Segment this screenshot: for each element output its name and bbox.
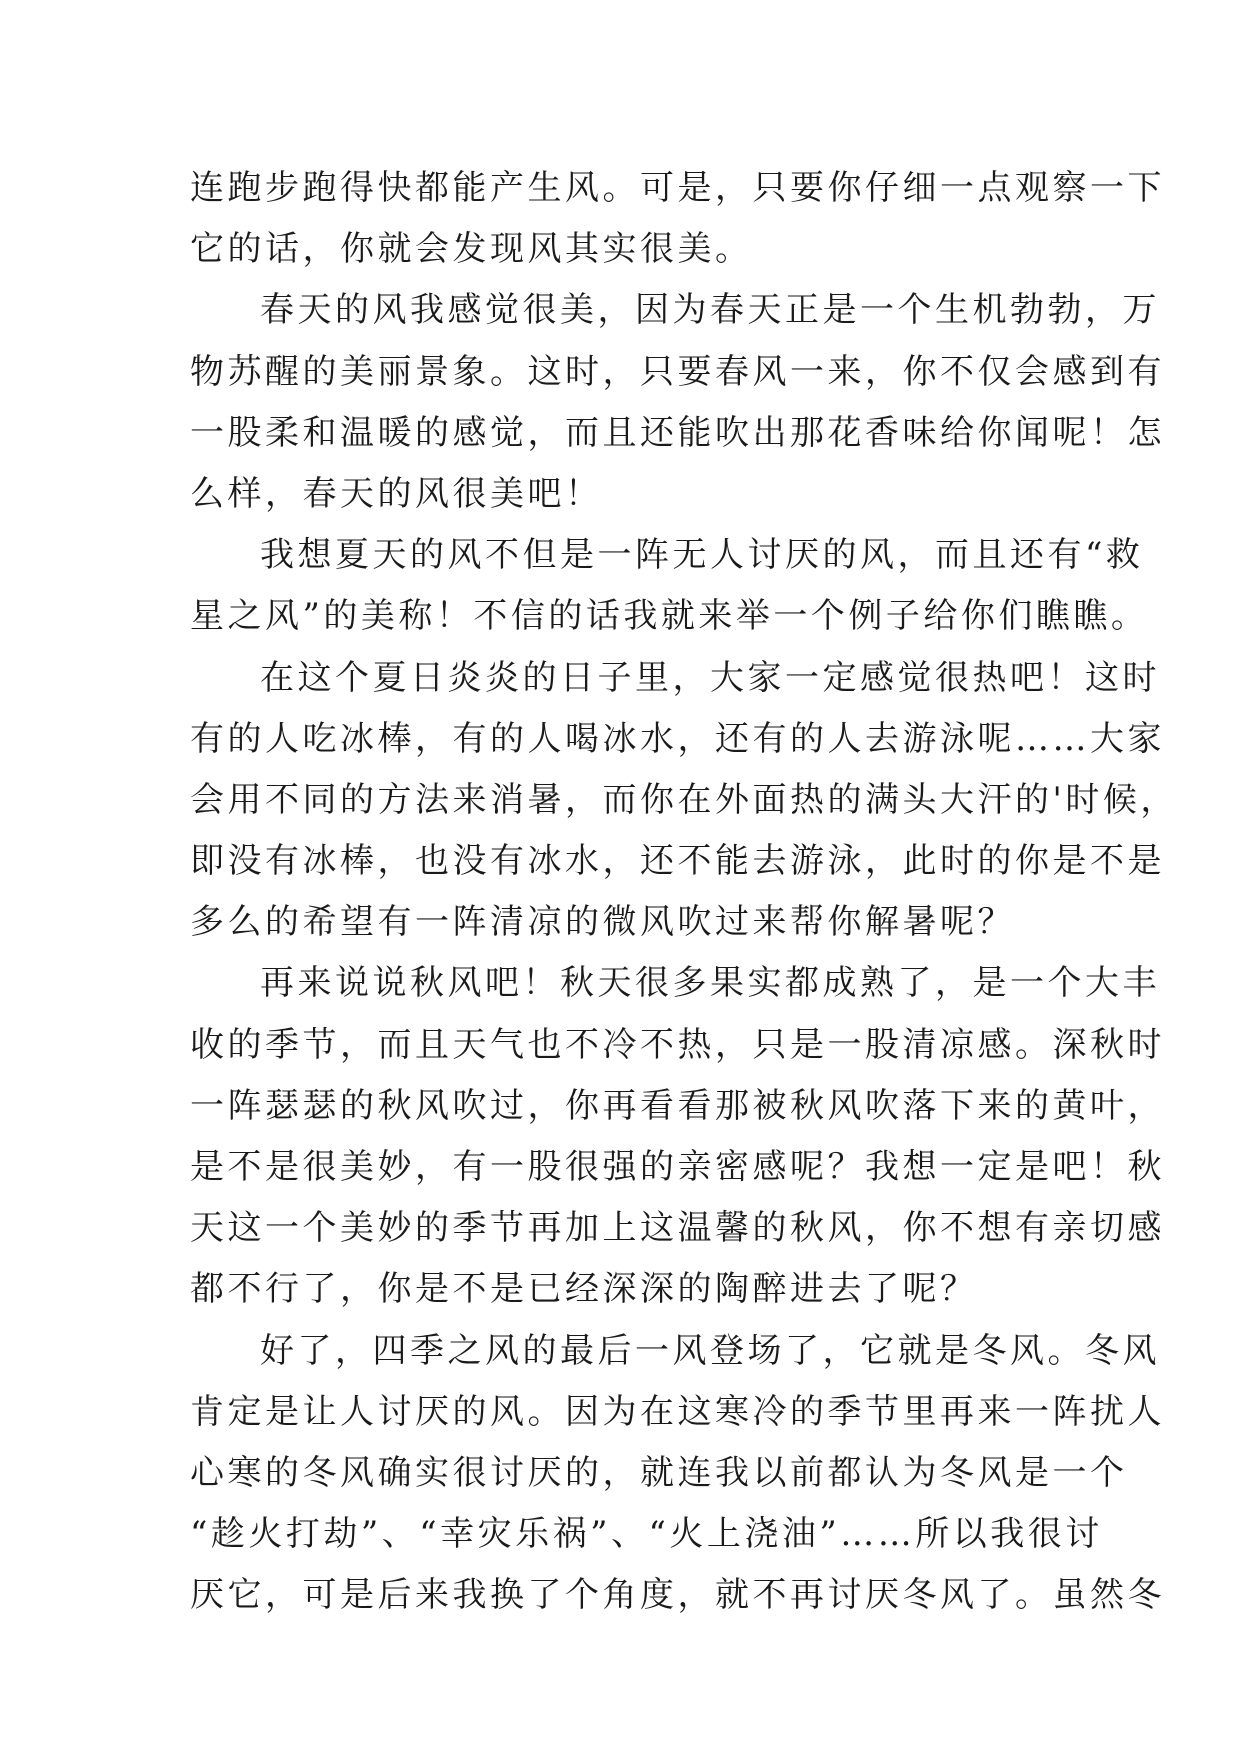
text-line: 一阵瑟瑟的秋风吹过，你再看看那被秋风吹落下来的黄叶， xyxy=(190,1085,1165,1126)
text-line: 即没有冰棒，也没有冰水，还不能去游泳，此时的你是不是 xyxy=(190,841,1165,882)
text-line: 多么的希望有一阵清凉的微风吹过来帮你解暑呢？ xyxy=(190,902,1015,943)
text-line: “趁火打劫”、“幸灾乐祸”、“火上浇油”……所以我很讨 xyxy=(190,1514,1103,1555)
text-line: 肯定是让人讨厌的风。因为在这寒冷的季节里再来一阵扰人 xyxy=(190,1391,1165,1432)
document-body xyxy=(190,158,1178,1627)
text-line: 天这一个美妙的季节再加上这温馨的秋风，你不想有亲切感 xyxy=(190,1208,1165,1249)
text-line: 心寒的冬风确实很讨厌的，就连我以前都认为冬风是一个 xyxy=(190,1452,1128,1493)
paragraph-first-line: 在这个夏日炎炎的日子里，大家一定感觉很热吧！这时 xyxy=(260,657,1160,698)
text-line: 星之风”的美称！不信的话我就来举一个例子给你们瞧瞧。 xyxy=(190,596,1149,637)
paragraph-first-line: 再来说说秋风吧！秋天很多果实都成熟了，是一个大丰 xyxy=(260,963,1160,1004)
text-line: 物苏醒的美丽景象。这时，只要春风一来，你不仅会感到有 xyxy=(190,351,1165,392)
text-line: 会用不同的方法来消暑，而你在外面热的满头大汗的'时候， xyxy=(190,779,1178,820)
paragraph-first-line: 我想夏天的风不但是一阵无人讨厌的风，而且还有“救 xyxy=(260,535,1144,576)
text-line: 是不是很美妙，有一股很强的亲密感呢？我想一定是吧！秋 xyxy=(190,1147,1165,1187)
text-line: 连跑步跑得快都能产生风。可是，只要你仔细一点观察一下 xyxy=(190,168,1165,208)
text-line: 一股柔和温暖的感觉，而且还能吹出那花香味给你闻呢！怎 xyxy=(190,412,1165,453)
text-line: 厌它，可是后来我换了个角度，就不再讨厌冬风了。虽然冬 xyxy=(190,1575,1165,1616)
text-line: 都不行了，你是不是已经深深的陶醉进去了呢？ xyxy=(190,1269,978,1310)
paragraph-first-line: 好了，四季之风的最后一风登场了，它就是冬风。冬风 xyxy=(260,1330,1160,1371)
text-line: 有的人吃冰棒，有的人喝冰水，还有的人去游泳呢……大家 xyxy=(190,718,1165,759)
paragraph-first-line: 春天的风我感觉很美，因为春天正是一个生机勃勃，万 xyxy=(260,290,1160,331)
text-line: 么样，春天的风很美吧！ xyxy=(190,473,603,514)
text-line: 收的季节，而且天气也不冷不热，只是一股清凉感。深秋时 xyxy=(190,1024,1165,1065)
text-line: 它的话，你就会发现风其实很美。 xyxy=(190,229,753,270)
